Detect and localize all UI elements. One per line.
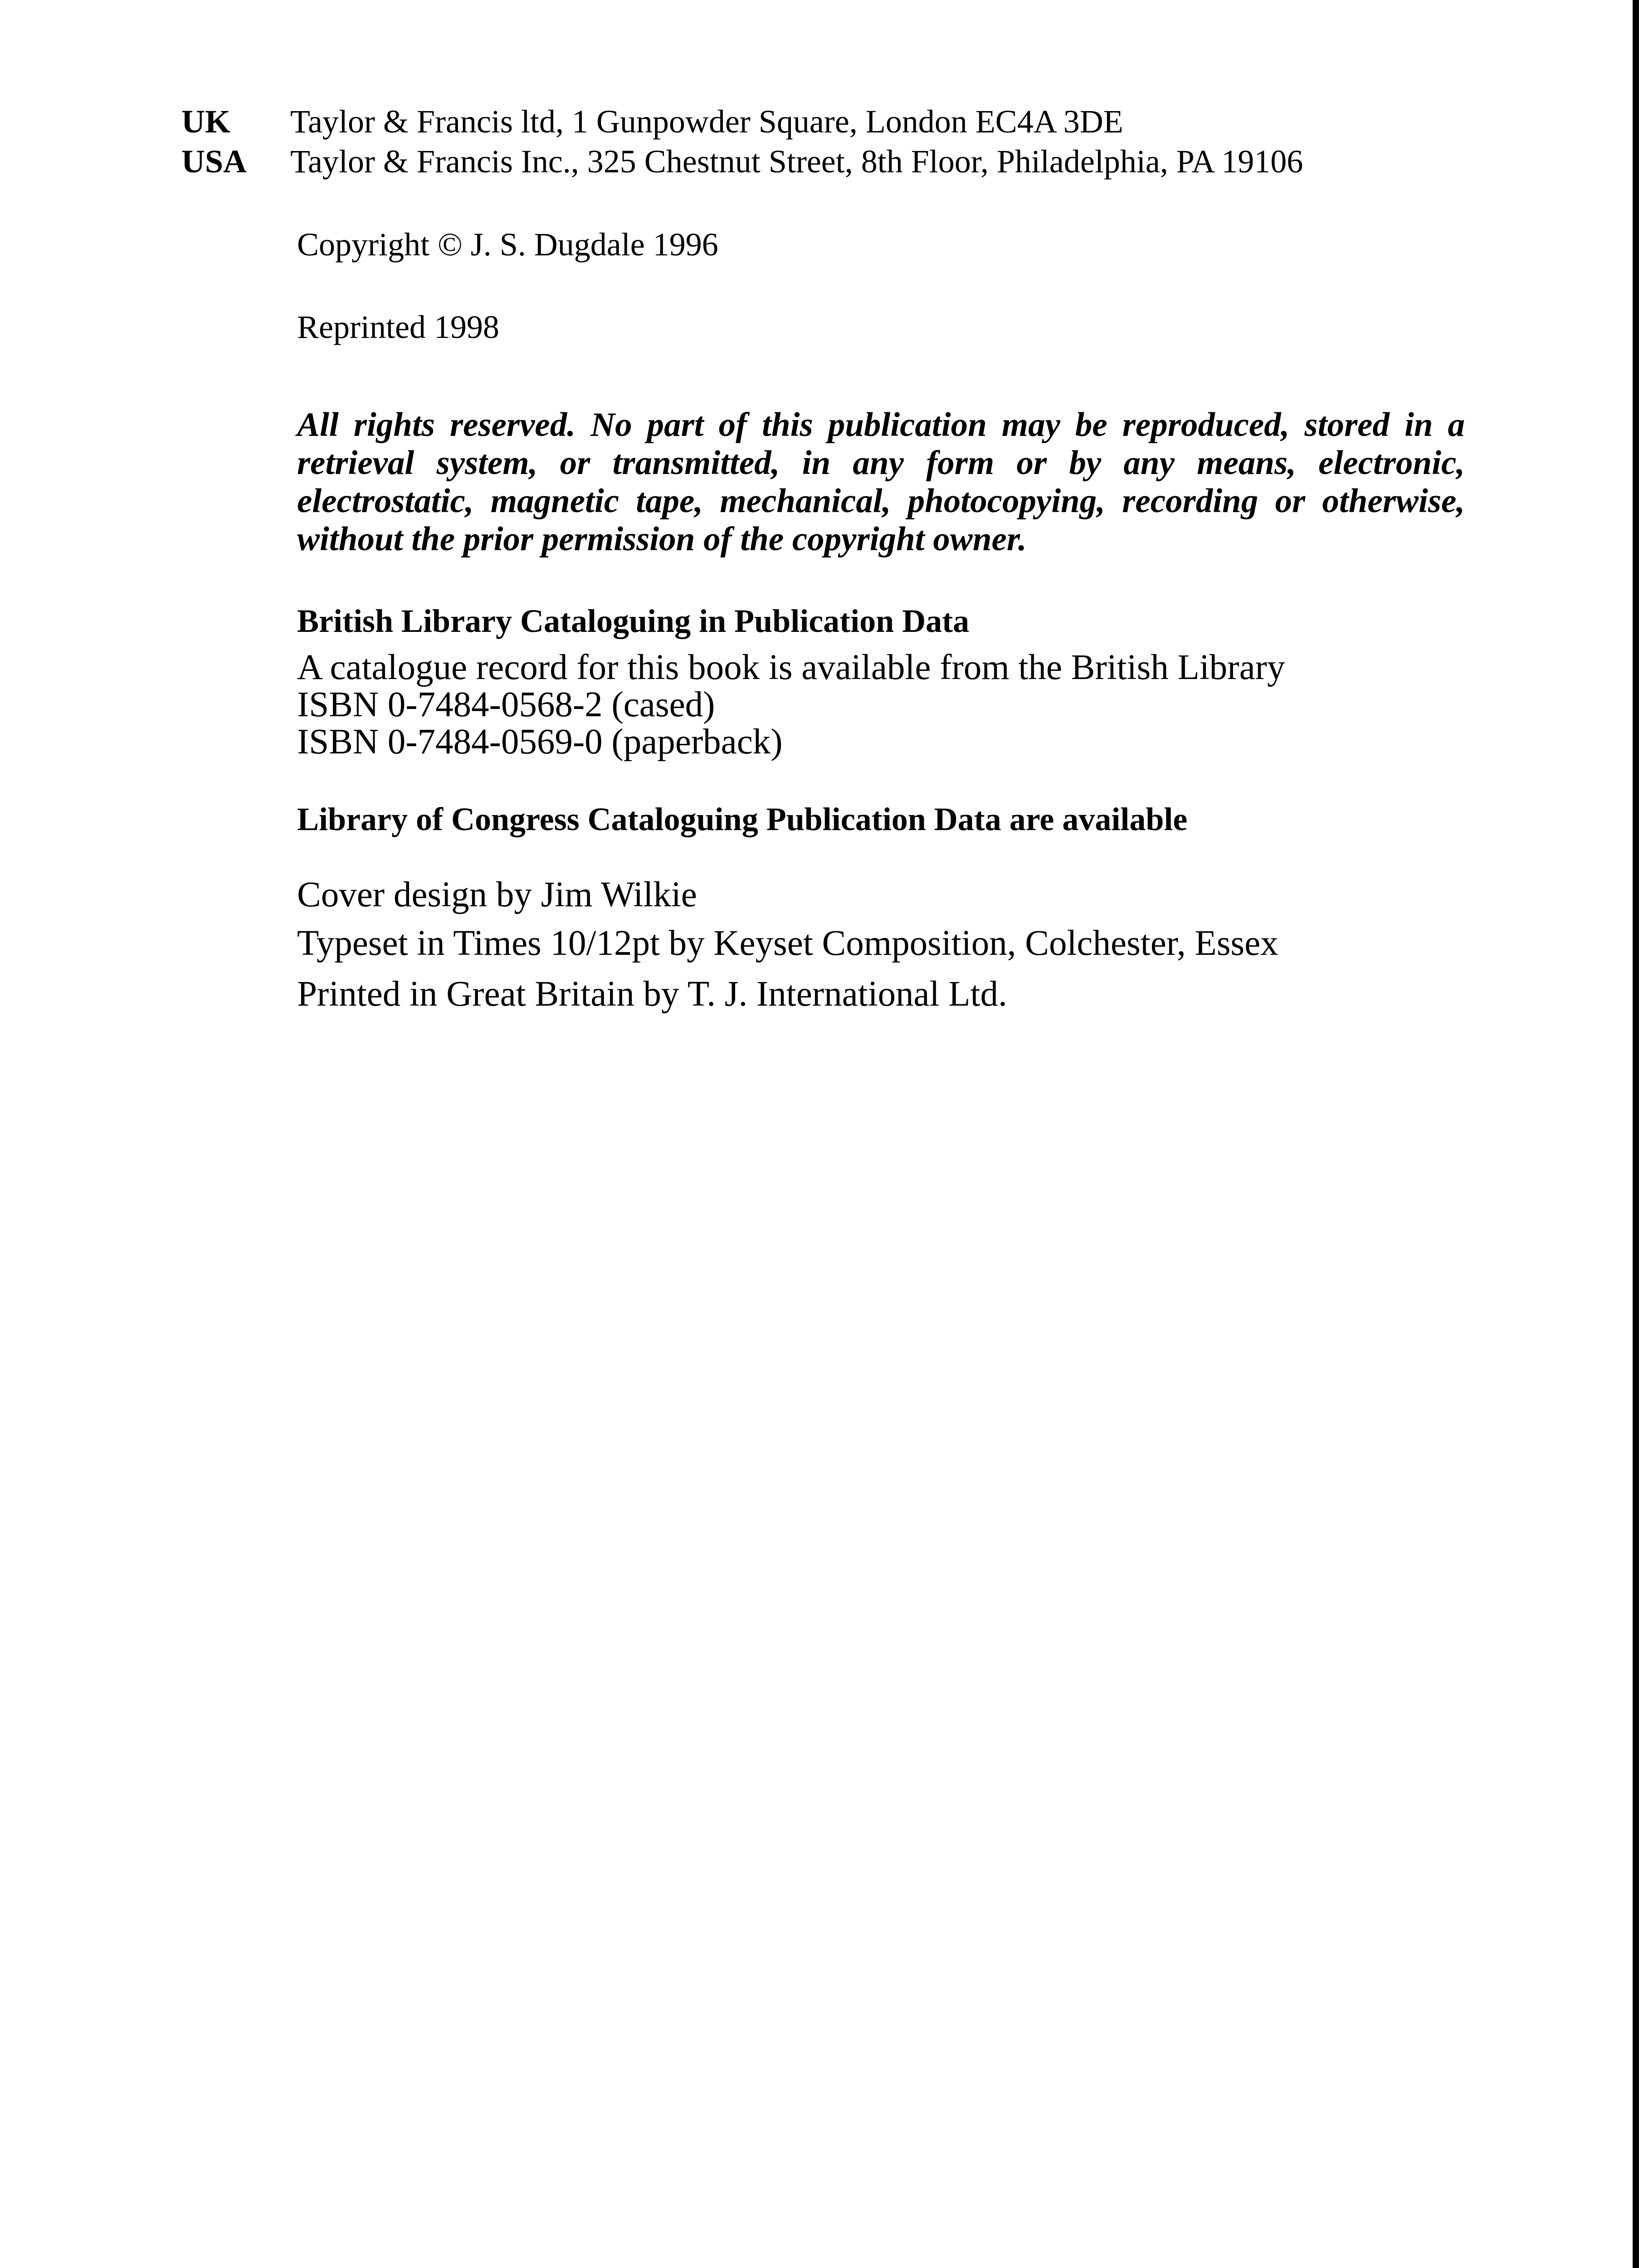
catalogue-record-line: A catalogue record for this book is available from the British Library — [297, 648, 1285, 687]
isbn-paperback: ISBN 0-7484-0569-0 (paperback) — [297, 722, 783, 762]
publisher-country-label: UK — [181, 103, 230, 140]
publisher-uk — [181, 105, 1123, 138]
library-of-congress-heading: Library of Congress Cataloguing Publication Data are available — [297, 801, 1188, 837]
isbn-cased: ISBN 0-7484-0568-2 (cased) — [297, 685, 715, 724]
rights-reserved-notice: All rights reserved. No part of this publication may be reproduced, stored in a retrieval system, or transmitted, in any form or by any means, electronic, electrostatic, magnetic tape, mechanical, photocopying, recording or otherwise, without the prior permission of the copyright owner. — [297, 406, 1465, 558]
cover-design-credit: Cover design by Jim Wilkie — [297, 875, 697, 914]
publisher-address: Taylor & Francis Inc., 325 Chestnut Street, 8th Floor, Philadelphia, PA 19106 — [290, 143, 1303, 180]
publisher-address: Taylor & Francis ltd, 1 Gunpowder Square, London EC4A 3DE — [290, 103, 1123, 140]
reprinted-line: Reprinted 1998 — [297, 309, 499, 345]
page-edge-border — [1633, 0, 1639, 2268]
publisher-usa — [181, 145, 1303, 178]
printer-credit: Printed in Great Britain by T. J. International Ltd. — [297, 974, 1007, 1014]
typeset-credit: Typeset in Times 10/12pt by Keyset Composition, Colchester, Essex — [297, 924, 1278, 963]
british-library-heading: British Library Cataloguing in Publication Data — [297, 603, 970, 639]
publisher-country-label: USA — [181, 143, 247, 180]
copyright-line: Copyright © J. S. Dugdale 1996 — [297, 226, 718, 263]
